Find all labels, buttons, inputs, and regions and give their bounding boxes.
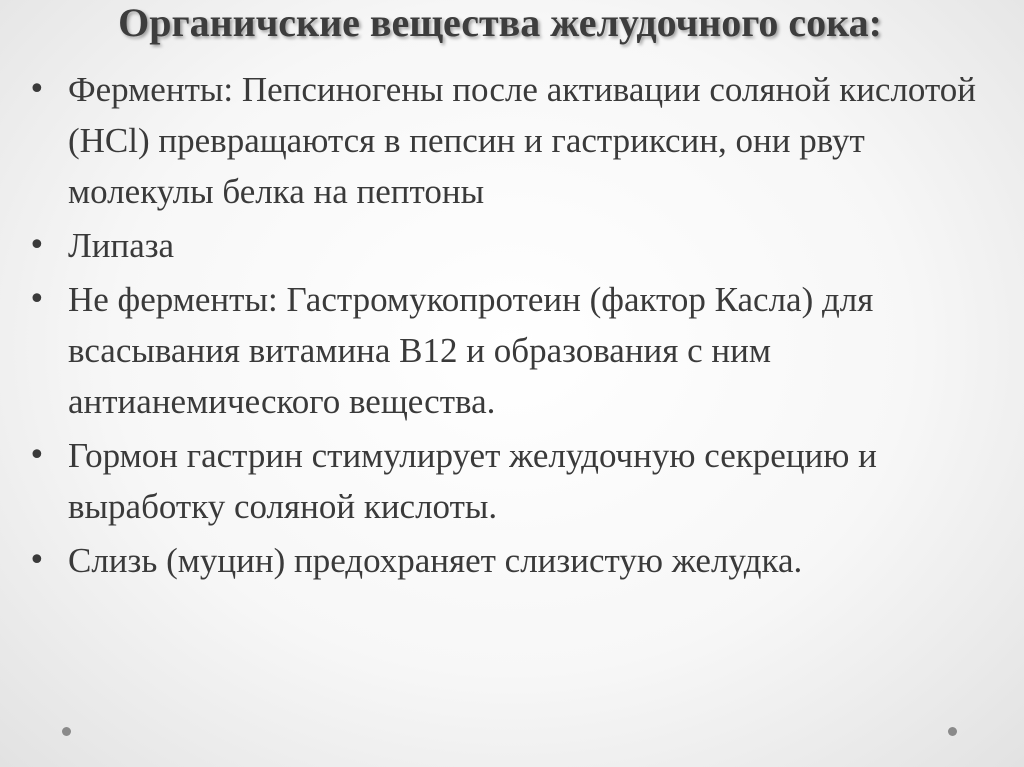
bullet-marker: • (28, 228, 46, 263)
bullet-text: Слизь (муцин) предохраняет слизистую желудка. (68, 541, 803, 580)
bullet-list (28, 64, 1003, 589)
nav-dot-left (62, 727, 71, 736)
nav-dot-right (948, 727, 957, 736)
bullet-text: Не ферменты: Гастромукопротеин (фактор Касла) для всасывания витамина В12 и образования с ним антианемического вещества. (68, 280, 874, 421)
bullet-item-mucin (28, 535, 1003, 586)
bullet-text: Гормон гастрин стимулирует желудочную секрецию и выработку соляной кислоты. (68, 436, 877, 526)
bullet-item-non-enzymes (28, 274, 1003, 427)
slide-title: Органичские вещества желудочного сока: (118, 0, 882, 45)
bullet-marker: • (28, 282, 46, 317)
bullet-item-lipase (28, 220, 1003, 271)
bullet-marker: • (28, 543, 46, 578)
bullet-marker: • (28, 72, 46, 107)
bullet-item-gastrin (28, 430, 1003, 532)
bullet-marker: • (28, 438, 46, 473)
bullet-item-enzymes (28, 64, 1003, 217)
bullet-text: Липаза (68, 226, 175, 265)
bullet-text: Ферменты: Пепсиногены после активации соляной кислотой (HCl) превращаются в пепсин и гастриксин, они рвут молекулы белка на пептоны (68, 70, 977, 211)
